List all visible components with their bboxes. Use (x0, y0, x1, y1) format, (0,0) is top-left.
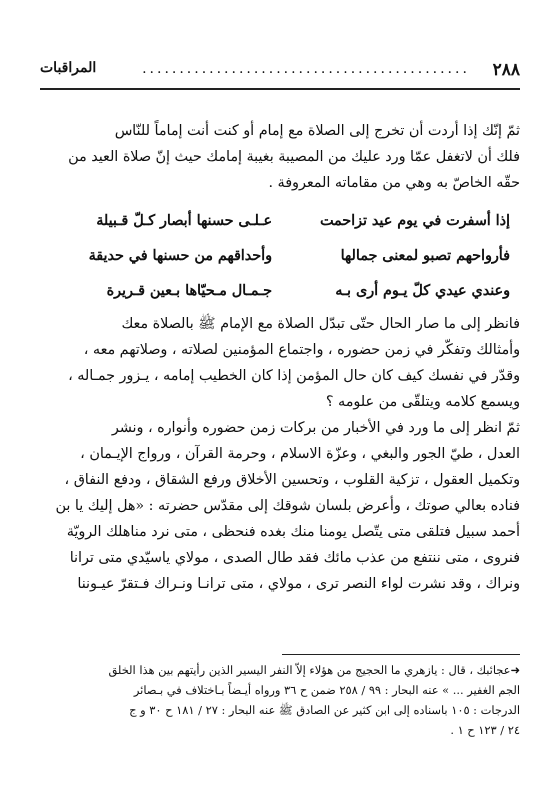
text-line: ثمّ إنّك إذا أردت أن تخرج إلى الصلاة مع إمام أو كنت أنت إماماً للنّاس (114, 123, 520, 139)
text-line: وأمثالك وتفكّر في زمن حضوره ، واجتماع المؤمنين لصلاته ، وصلاتهم معه ، (83, 342, 520, 358)
text-line: وقدّر في نفسك كيف كان حال المؤمن إذا كان الخطيب إمامه ، يـزور جمـاله ، (68, 368, 520, 384)
running-title: المراقبات (40, 60, 97, 76)
header-rule (40, 88, 520, 90)
verse-second-hemistich: وأحداقهم من حسنها في حديقة (88, 248, 272, 264)
footnote-line: ➜عجائبك ، قال : يازهري ما الحجيج من هؤلاء إلاّ النفر اليسير الذين رأيتهم بين هذا الخلق (108, 663, 520, 677)
poem-verse (40, 274, 520, 309)
text-line: فنروى ، متى ننتفع من عذب مائك فقد طال الصدى ، مولاي ياسيّدي متى ترانا (69, 550, 520, 566)
footnote-separator (282, 654, 520, 655)
verse-second-hemistich: عـلـى حسنها أبصار كـلّ قـبيلة (96, 213, 272, 229)
text-line: حقّه الخاصّ به وهي من مقاماته المعروفة . (268, 175, 520, 191)
text-line: ثمّ انظر إلى ما ورد في الأخبار من بركات زمن حضوره وأنواره ، ونشر (111, 420, 520, 436)
paragraph-intro (40, 118, 520, 196)
text-line: العدل ، طيّ الجور والبغي ، وعزّة الاسلام ، وحرمة القرآن ، ورواج الإيـمان ، (80, 446, 520, 462)
footnote-line: الدرجات : ١٠٥ باسناده إلى ابن كثير عن الصادق ﷺ عنه البحار : ٢٧ / ١٨١ ح ٣٠ و ج (129, 703, 520, 717)
footnote-line: ٢٤ / ١٢٣ ح ١ . (450, 723, 520, 737)
paragraph-supplication (40, 415, 520, 597)
main-text (40, 118, 520, 597)
text-line: فناده بعالي صوتك ، وأعرض بلسان شوقك إلى مقدّس حضرته : «هل إليك يا بن (55, 498, 520, 514)
poem (40, 204, 520, 309)
text-line: ويسمع كلامه ويتلقّى من علومه ؟ (325, 394, 520, 410)
verse-second-hemistich: جـمـال مـحيّاها بـعين قـريرة (106, 283, 272, 299)
footnote-line: الجم الغفير ... » عنه البحار : ٩٩ / ٢٥٨ ضمن ح ٣٦ ورواه أيـضاً بـاختلاف في بـصائر (133, 683, 520, 697)
verse-first-hemistich: وعندي عيدي كلّ يـوم أرى بـه (335, 283, 510, 299)
page-number: ٢٨٨ (492, 60, 520, 80)
text-line: فلك أن لاتغفل عمّا ورد عليك من المصيبة بغيبة إمامك حيث إنّ صلاة العيد من (68, 149, 520, 165)
verse-first-hemistich: فأرواحهم تصبو لمعنى جمالها (340, 248, 510, 264)
text-line: ونراك ، وقد نشرت لواء النصر ترى ، مولاي ، متى ترانـا ونـراك فـتقرّ عيـوننا (77, 576, 520, 592)
verse-first-hemistich: إذا أسفرت في يوم عيد تزاحمت (319, 213, 510, 229)
poem-verse (40, 204, 520, 239)
paragraph-reflection (40, 311, 520, 415)
text-line: أحمد سبيل فتلقى متى يتّصل يومنا منك بغده فنحظى ، متى نرد مناهلك الرويّة (66, 524, 520, 540)
text-line: وتكميل العقول ، تزكية القلوب ، وتحسين الأخلاق ورفع الشقاق ، ودفع النفاق ، (64, 472, 520, 488)
footnotes (40, 660, 520, 740)
header-dot-leader: ............................................ (142, 61, 470, 77)
page-header (40, 60, 520, 86)
text-line: فانظر إلى ما صار الحال حتّى تبدّل الصلاة مع الإمام ﷺ بالصلاة معك (121, 316, 520, 332)
poem-verse (40, 239, 520, 274)
